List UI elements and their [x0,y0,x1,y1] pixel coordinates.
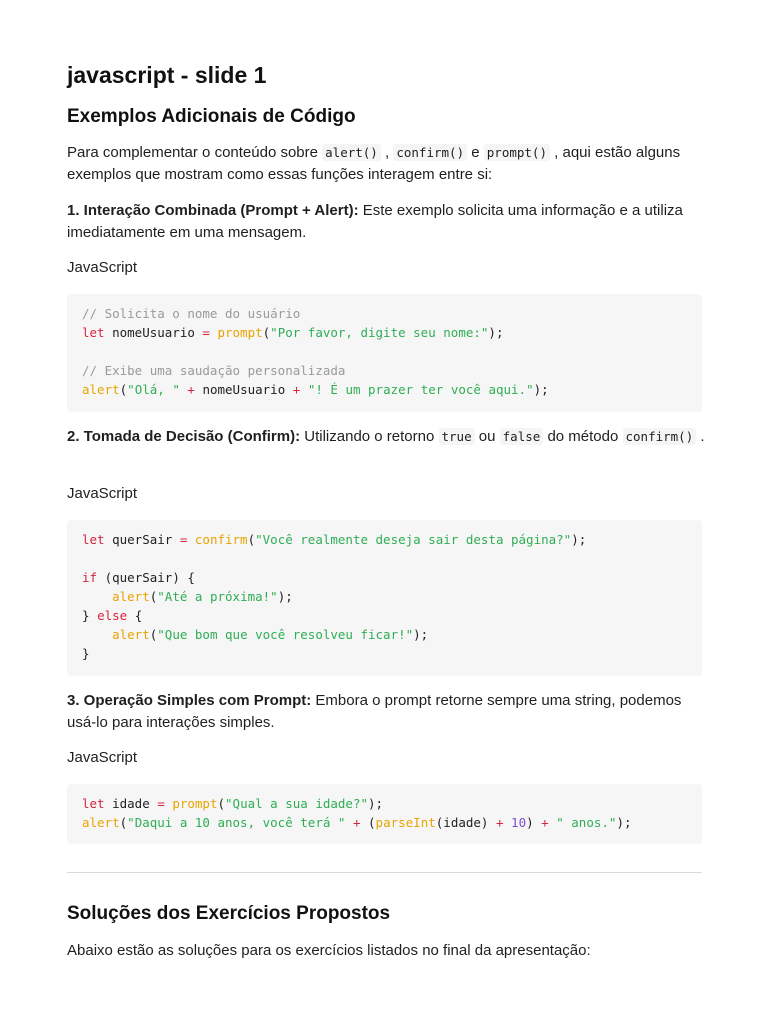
solutions-intro-paragraph: Abaixo estão as soluções para os exercícios listados no final da apresentação: [67,942,591,959]
example1-language-label: JavaScript [67,259,138,276]
inline-code-true: true [439,428,475,445]
example3-code-block: let idade = prompt("Qual a sua idade?"); alert("Daqui a 10 anos, você terá " + (parseInt(idade) + 10) + " anos."); [67,784,702,844]
inline-code-confirm-method: confirm() [623,428,697,445]
inline-code-prompt: prompt() [484,144,550,161]
example3-paragraph: 3. Operação Simples com Prompt: Embora o prompt retorne sempre uma string, podemos usá-lo para interações simples. [67,692,682,731]
example2-paragraph: 2. Tomada de Decisão (Confirm): Utilizando o retorno true ou false do método confirm() . [67,428,705,445]
inline-code-false: false [500,428,544,445]
example3-language-label: JavaScript [67,749,138,766]
inline-code-alert: alert() [322,144,381,161]
example2-code-block: let querSair = confirm("Você realmente deseja sair desta página?"); if (querSair) { alert("Até a próxima!"); } else { alert("Que bom que você resolveu ficar!"); } [67,520,702,676]
section-divider [67,872,702,873]
example2-language-label: JavaScript [67,485,138,502]
page-title: javascript - slide 1 [67,62,267,88]
example1-code-block: // Solicita o nome do usuário let nomeUsuario = prompt("Por favor, digite seu nome:"); // Exibe uma saudação personalizada alert("Olá, " + nomeUsuario + "! É um prazer ter você aqui."); [67,294,702,412]
inline-code-confirm: confirm() [393,144,467,161]
section-heading-examples: Exemplos Adicionais de Código [67,106,356,127]
example1-paragraph: 1. Interação Combinada (Prompt + Alert): Este exemplo solicita uma informação e a utiliza imediatamente em uma mensagem. [67,202,683,241]
section-heading-solutions: Soluções dos Exercícios Propostos [67,903,391,924]
intro-paragraph: Para complementar o conteúdo sobre alert() , confirm() e prompt() , aqui estão alguns exemplos que mostram como essas funções interagem entre si: [67,144,681,183]
